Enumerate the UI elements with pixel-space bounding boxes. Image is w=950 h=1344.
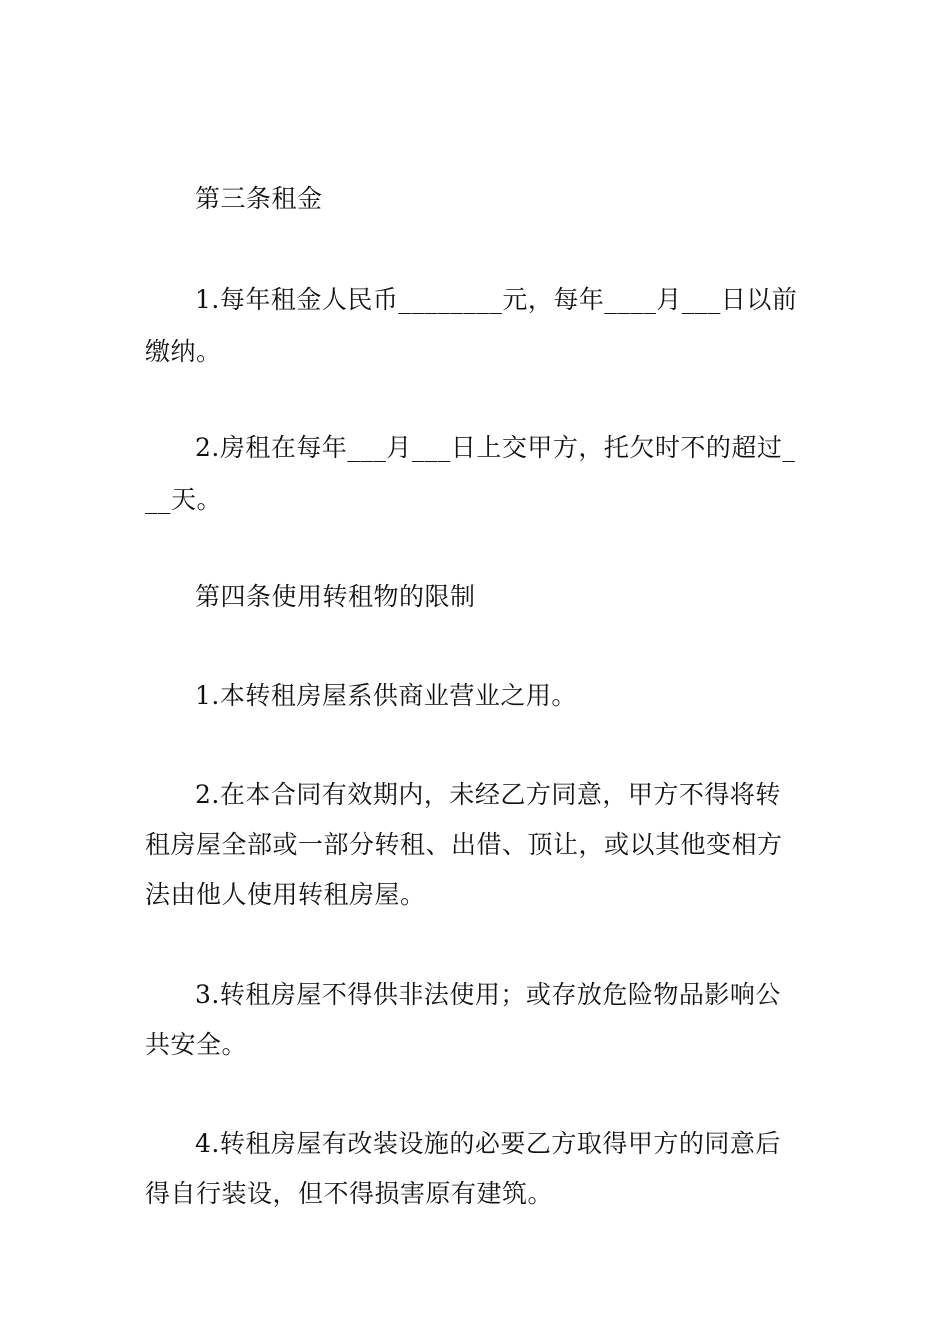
paragraph-line: 1.本转租房屋系供商业营业之用。 <box>195 681 577 710</box>
paragraph-line: 缴纳。 <box>145 337 222 366</box>
paragraph-line: 1.每年租金人民币________元，每年____月___日以前 <box>195 285 798 314</box>
paragraph-line: 租房屋全部或一部分转租、出借、顶让，或以其他变相方 <box>145 830 783 859</box>
paragraph-line: 共安全。 <box>145 1030 248 1059</box>
paragraph-line: __天。 <box>145 485 223 514</box>
paragraph-line: 法由他人使用转租房屋。 <box>145 880 426 909</box>
paragraph-line: 3.转租房屋不得供非法使用；或存放危险物品影响公 <box>195 980 781 1009</box>
paragraph-line: 4.转租房屋有改装设施的必要乙方取得甲方的同意后 <box>195 1129 781 1158</box>
paragraph-line: 得自行装设，但不得损害原有建筑。 <box>145 1179 554 1208</box>
paragraph-line: 2.在本合同有效期内，未经乙方同意，甲方不得将转 <box>195 780 781 809</box>
section-heading-article-3: 第三条租金 <box>195 184 323 213</box>
section-heading-article-4: 第四条使用转租物的限制 <box>195 582 476 611</box>
paragraph-line: 2.房租在每年___月___日上交甲方，托欠时不的超过_ <box>195 433 796 462</box>
